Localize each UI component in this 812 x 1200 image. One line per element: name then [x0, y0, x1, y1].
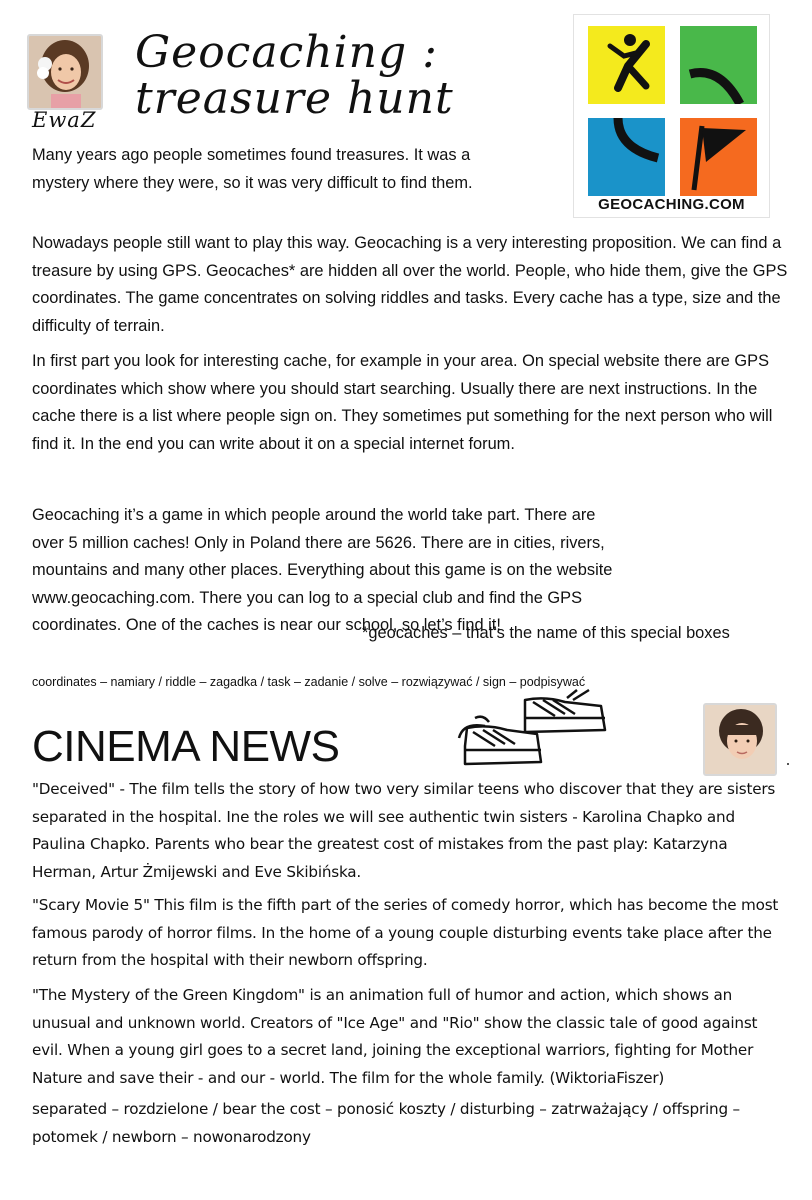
- article-paragraph: Many years ago people sometimes found treasures. It was a mystery where they were, so it was very difficult to find them.: [32, 146, 473, 192]
- flag-icon: [680, 118, 757, 196]
- arc-icon: [588, 118, 665, 196]
- girl-portrait-image: [29, 36, 101, 108]
- cinema-paragraph: "Scary Movie 5" This film is the fifth part of the series of comedy horror, which has become the most famous parody of horror films. In the home of a young couple disturbing events take place after the return from the hospital with their newborn offspring.: [32, 896, 779, 969]
- article-paragraph: Nowadays people still want to play this way. Geocaching is a very interesting proposition. We can find a treasure by using GPS. Geocaches* are hidden all over the world. People, who hide them, give the GPS coordinates. The game concentrates on solving riddles and tasks. Every cache has a type, size and the difficulty of terrain.: [32, 234, 788, 335]
- section-title: CINEMA NEWS: [32, 722, 340, 771]
- geocaching-logo: [573, 14, 770, 218]
- cinema-paragraph: "Deceived" - The film tells the story of how two very similar teens who discover that they are sisters separated in the hospital. Ine the roles we will see authentic twin sisters - Karolina Chapko and Paulina Chapko. Parents who bear the greatest cost of mistakes from the past play: Katarzyna Herman, Artur Żmijewski and Eve Skibińska.: [32, 780, 776, 881]
- cinema-paragraph: "The Mystery of the Green Kingdom" is an animation full of humor and action, which shows an unusual and unknown world. Creators of "Ice Age" and "Rio" show the classic tale of good against evil. When a young girl goes to a secret land, joining the exceptional warriors, fighting for Mother Nature and save their - and our - world. The film for the whole family. (WiktoriaFiszer): [32, 986, 758, 1087]
- sneakers-drawing: [455, 688, 625, 788]
- vocabulary-list: coordinates – namiary / riddle – zagadka / task – zadanie / solve – rozwiązywać / sign – podpisywać: [32, 675, 586, 689]
- article-paragraph: Geocaching it’s a game in which people around the world take part. There are over 5 million caches! Only in Poland there are 5626. There are in cities, rivers, mountains and many other places. Everything about this game is on the website www.geocaching.com. There you can log to a special club and find the GPS coordinates. One of the caches is near our school, so let’s find it!: [32, 506, 613, 634]
- article-paragraph: In first part you look for interesting cache, for example in your area. On special website there are GPS coordinates which show where you should start searching. Usually there are next instructions. In the cache there is a list where people sign on. They sometimes put something for the next person who will find it. In the end you can write about it on a special internet forum.: [32, 352, 773, 453]
- girl-portrait-image: [705, 705, 775, 774]
- logo-green-quadrant: [680, 26, 757, 104]
- author-photo-cinema: [703, 703, 777, 776]
- decorative-dot: [787, 763, 789, 765]
- arc-icon: [680, 26, 757, 104]
- author-name: EwaZ: [32, 108, 97, 132]
- logo-orange-quadrant: [680, 118, 757, 196]
- title-line-2: treasure hunt: [135, 73, 454, 124]
- footnote: *geocaches – that’s the name of this special boxes: [362, 624, 730, 642]
- title-line-1: Geocaching :: [135, 27, 438, 78]
- logo-yellow-quadrant: [588, 26, 665, 104]
- vocabulary-list: separated – rozdzielone / bear the cost – ponosić koszty / disturbing – zatrważający / offspring – potomek / newborn – nowonarodzony: [32, 1100, 740, 1146]
- logo-blue-quadrant: [588, 118, 665, 196]
- jumping-person-icon: [588, 26, 665, 104]
- logo-caption: GEOCACHING.COM: [598, 196, 745, 213]
- article-title: [135, 27, 454, 124]
- author-photo-ewaz: [27, 34, 103, 110]
